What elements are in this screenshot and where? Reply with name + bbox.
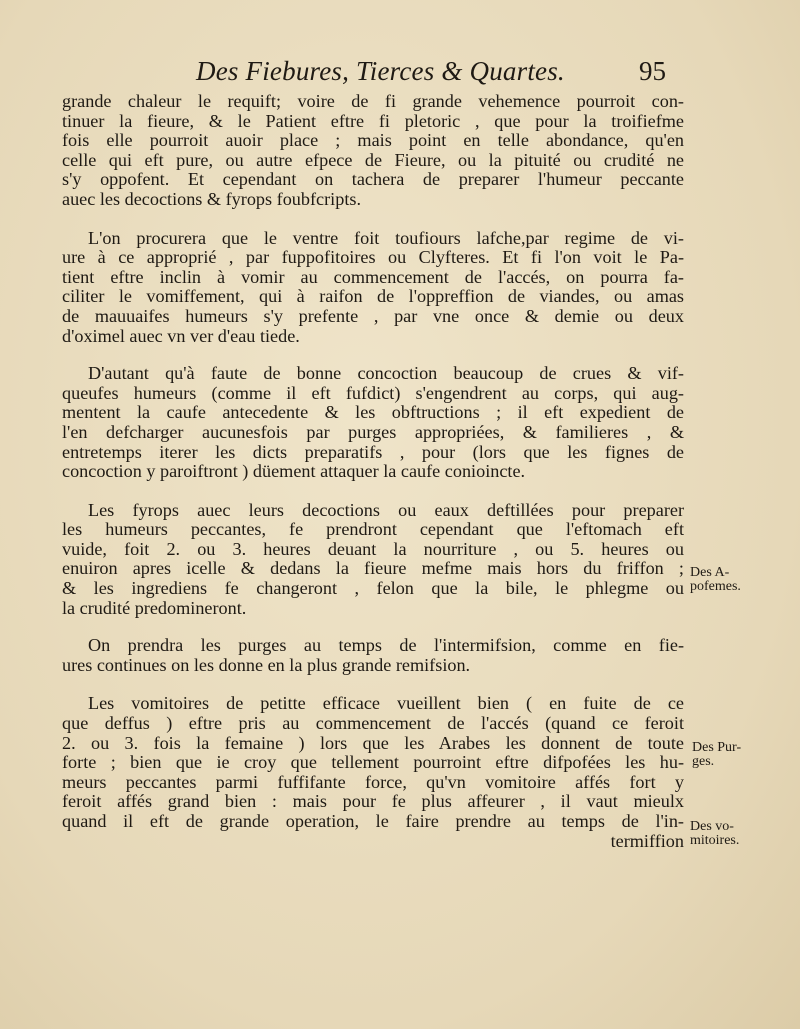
text-line: l'en defcharger aucunesfois par purges appropriées, & familieres , &: [62, 421, 684, 442]
text-line: celle qui eft pure, ou autre efpece de Fieure, ou la pituité ou crudité ne: [62, 149, 684, 170]
text-line: mentent la caufe antecedente & les obftructions ; il eft expedient de: [62, 402, 684, 423]
text-line: L'on procurera que le ventre foit toufiours lafche,par regime de vi-: [88, 227, 684, 248]
text-line: s'y oppofent. Et cependant on tachera de preparer l'humeur peccante: [62, 169, 684, 190]
margin-note-aposemes: Des A- pofemes.: [690, 565, 741, 594]
running-title: Des Fiebures, Tierces & Quartes.: [196, 56, 565, 86]
page-header: [196, 56, 666, 92]
text-line: ure à ce approprié , par fuppofitoires ou Clyfteres. Et fi l'on voit le Pa-: [62, 247, 684, 268]
text-line: entretemps iterer les dicts preparatifs , pour (lors que les fignes de: [62, 441, 684, 462]
text-line: de mauuaifes humeurs s'y prefente , par vne once & demie ou deux: [62, 305, 684, 326]
text-line: concoction y paroiftront ) düement attaquer la caufe conioincte.: [62, 461, 526, 482]
text-line: Les vomitoires de petitte efficace vueillent bien ( en fuite de ce: [88, 693, 684, 714]
text-line: la crudité predomineront.: [62, 597, 247, 618]
paragraph-3: [62, 364, 684, 482]
text-line: les humeurs peccantes, fe prendront cependant que l'eftomach eft: [62, 519, 684, 540]
paragraph-2: [62, 229, 684, 347]
text-line: termiffion: [610, 830, 684, 851]
text-line: queufes humeurs (comme il eft fufdict) s'engendrent au corps, qui aug-: [62, 382, 684, 403]
margin-note-purges: Des Pur- ges.: [692, 740, 742, 769]
text-line: enuiron apres icelle & dedans la fieure mefme mais hors du friffon ;: [62, 558, 684, 579]
text-line: grande chaleur le requift; voire de fi grande vehemence pourroit con-: [62, 91, 684, 111]
text-line: On prendra les purges au temps de l'intermifsion, comme en fie-: [88, 635, 684, 656]
text-line: tient eftre inclin à vomir au commencement de l'accés, on pourra fa-: [62, 266, 684, 287]
text-line: & les ingrediens fe changeront , felon que la bile, le phlegme ou: [62, 578, 684, 599]
text-line: quand il eft de grande operation, le faire prendre au temps de l'in-: [62, 811, 684, 831]
body-text: [62, 92, 684, 851]
paragraph-5: [62, 636, 684, 675]
text-line: 2. ou 3. fois la femaine ) lors que les Arabes les donnent de toute: [62, 732, 684, 753]
text-line: auec les decoctions & fyrops foubfcripts.: [62, 188, 361, 209]
text-line: D'autant qu'à faute de bonne concoction beaucoup de crues & vif-: [88, 363, 684, 384]
page-number: 95: [639, 56, 666, 86]
text-line: meurs peccantes parmi fuffifante force, qu'vn vomitoire affés fort y: [62, 771, 684, 792]
text-line: vuide, foit 2. ou 3. heures deuant la nourriture , ou 5. heures ou: [62, 538, 684, 559]
margin-note-vomitoires: Des vo- mitoires.: [690, 819, 740, 848]
text-line: que deffus ) eftre pris au commencement de l'accés (quand ce feroit: [62, 713, 684, 734]
text-line: tinuer la fieure, & le Patient eftre fi pletoric , que pour la troifiefme: [62, 110, 684, 131]
text-line: fois elle pourroit auoir place ; mais point en telle abondance, qu'en: [62, 130, 684, 151]
text-line: ciliter le vomiffement, qui à raifon de l'oppreffion de viandes, ou amas: [62, 286, 684, 307]
text-line: ures continues on les donne en la plus grande remifsion.: [62, 654, 471, 675]
text-line: feroit affés grand bien : mais pour fe plus affeurer , il vaut mieulx: [62, 791, 684, 812]
text-line: Les fyrops auec leurs decoctions ou eaux deftillées pour preparer: [88, 499, 684, 520]
paragraph-4: [62, 501, 684, 619]
paragraph-6: [62, 694, 684, 851]
text-line: d'oximel auec vn ver d'eau tiede.: [62, 325, 300, 346]
text-line: forte ; bien que ie croy que tellement pourroint eftre difpofées les hu-: [62, 752, 684, 773]
paragraph-1: [62, 92, 684, 210]
